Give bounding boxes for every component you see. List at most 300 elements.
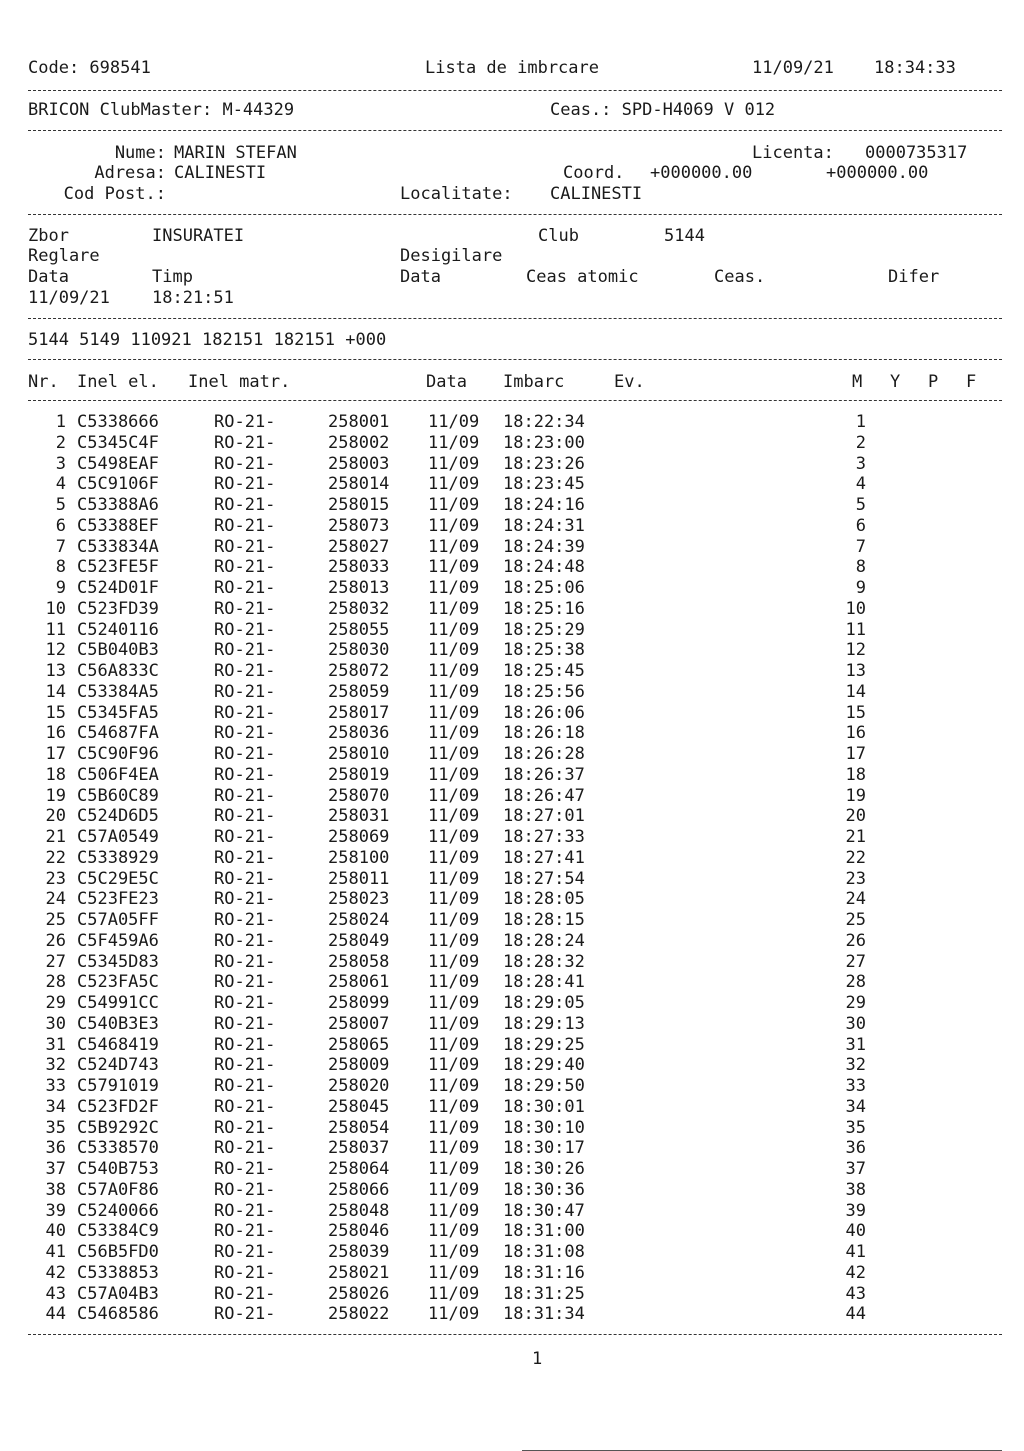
row-nr: 29 [45,993,66,1013]
print-date: 11/09/21 [752,58,834,78]
row-inel-el: C57A0F86 [77,1180,159,1200]
ceas-atomic-label: Ceas atomic [526,267,639,287]
row-time: 18:29:50 [503,1076,585,1096]
row-nr: 36 [45,1138,66,1158]
row-inel-el: C56A833C [77,661,159,681]
row-inel-el: C506F4EA [77,765,159,785]
row-inel-prefix: RO-21- [214,1097,276,1117]
row-inel-prefix: RO-21- [214,723,276,743]
row-inel-el: C5338666 [77,412,159,432]
row-nr: 35 [45,1118,66,1138]
row-time: 18:23:26 [503,454,585,474]
row-nr: 5 [55,495,66,515]
row-inel-number: 258065 [328,1035,390,1055]
row-m: 43 [845,1284,866,1304]
row-date: 11/09 [428,1263,480,1283]
row-inel-el: C5C9106F [77,474,159,494]
row-date: 11/09 [428,1284,480,1304]
row-time: 18:30:17 [503,1138,585,1158]
row-date: 11/09 [428,495,480,515]
row-inel-number: 258054 [328,1118,390,1138]
row-m: 10 [845,599,866,619]
row-inel-number: 258073 [328,516,390,536]
club-label: Club [538,226,579,246]
row-m: 18 [845,765,866,785]
row-time: 18:23:00 [503,433,585,453]
row-inel-el: C524D01F [77,578,159,598]
row-nr: 16 [45,723,66,743]
row-time: 18:24:16 [503,495,585,515]
col-ev: Ev. [614,372,645,392]
row-inel-prefix: RO-21- [214,889,276,909]
row-nr: 38 [45,1180,66,1200]
row-m: 35 [845,1118,866,1138]
row-inel-el: C54687FA [77,723,159,743]
row-inel-number: 258009 [328,1055,390,1075]
col-data: Data [426,372,467,392]
row-inel-el: C5498EAF [77,454,159,474]
row-date: 11/09 [428,557,480,577]
difer-label: Difer [888,267,940,287]
row-inel-prefix: RO-21- [214,1014,276,1034]
row-m: 27 [845,952,866,972]
data2-label: Data [400,267,441,287]
col-inel-el: Inel el. [77,372,159,392]
row-inel-el: C523FE23 [77,889,159,909]
desigilare-label: Desigilare [400,246,503,266]
row-inel-prefix: RO-21- [214,972,276,992]
row-date: 11/09 [428,516,480,536]
row-nr: 25 [45,910,66,930]
row-inel-number: 258055 [328,620,390,640]
row-inel-number: 258058 [328,952,390,972]
row-inel-number: 258024 [328,910,390,930]
row-date: 11/09 [428,1076,480,1096]
name-label: Nume: [114,143,166,163]
row-inel-el: C5B60C89 [77,786,159,806]
page-number: 1 [532,1349,543,1369]
row-inel-prefix: RO-21- [214,1138,276,1158]
row-m: 6 [855,516,866,536]
row-time: 18:26:47 [503,786,585,806]
license-number: 0000735317 [865,143,968,163]
row-inel-el: C53388A6 [77,495,159,515]
row-inel-prefix: RO-21- [214,495,276,515]
row-inel-prefix: RO-21- [214,1242,276,1262]
zbor-value: INSURATEI [152,226,245,246]
row-nr: 7 [55,537,66,557]
row-date: 11/09 [428,1097,480,1117]
row-inel-number: 258015 [328,495,390,515]
row-time: 18:29:25 [503,1035,585,1055]
row-time: 18:29:05 [503,993,585,1013]
row-inel-el: C540B3E3 [77,1014,159,1034]
row-inel-el: C540B753 [77,1159,159,1179]
row-inel-number: 258002 [328,433,390,453]
row-inel-number: 258046 [328,1221,390,1241]
row-nr: 20 [45,806,66,826]
row-inel-prefix: RO-21- [214,931,276,951]
row-inel-el: C524D743 [77,1055,159,1075]
row-date: 11/09 [428,412,480,432]
row-inel-number: 258007 [328,1014,390,1034]
row-m: 26 [845,931,866,951]
row-time: 18:30:26 [503,1159,585,1179]
row-inel-prefix: RO-21- [214,993,276,1013]
row-inel-el: C533834A [77,537,159,557]
row-inel-prefix: RO-21- [214,433,276,453]
row-date: 11/09 [428,599,480,619]
row-date: 11/09 [428,1035,480,1055]
row-m: 12 [845,640,866,660]
row-inel-el: C53384A5 [77,682,159,702]
address-label: Adresa: [94,163,166,183]
row-inel-number: 258100 [328,848,390,868]
row-inel-el: C523FD2F [77,1097,159,1117]
zbor-label: Zbor [28,226,69,246]
ceas-label: Ceas. [714,267,766,287]
row-inel-el: C5338853 [77,1263,159,1283]
coord-y: +000000.00 [826,163,929,183]
row-inel-number: 258064 [328,1159,390,1179]
row-m: 42 [845,1263,866,1283]
row-time: 18:30:47 [503,1201,585,1221]
row-nr: 24 [45,889,66,909]
row-inel-number: 258030 [328,640,390,660]
row-date: 11/09 [428,620,480,640]
row-inel-number: 258059 [328,682,390,702]
row-m: 31 [845,1035,866,1055]
row-time: 18:31:16 [503,1263,585,1283]
divider [28,1334,1002,1335]
row-time: 18:25:45 [503,661,585,681]
row-nr: 34 [45,1097,66,1117]
row-time: 18:25:06 [503,578,585,598]
row-nr: 27 [45,952,66,972]
row-inel-prefix: RO-21- [214,1055,276,1075]
row-m: 25 [845,910,866,930]
row-inel-prefix: RO-21- [214,516,276,536]
coord-x: +000000.00 [650,163,753,183]
col-p: P [928,372,939,392]
row-date: 11/09 [428,433,480,453]
row-date: 11/09 [428,1201,480,1221]
row-inel-number: 258001 [328,412,390,432]
row-nr: 37 [45,1159,66,1179]
row-inel-el: C5791019 [77,1076,159,1096]
row-inel-el: C5C90F96 [77,744,159,764]
row-date: 11/09 [428,640,480,660]
row-time: 18:25:38 [503,640,585,660]
row-inel-prefix: RO-21- [214,786,276,806]
row-m: 17 [845,744,866,764]
row-date: 11/09 [428,889,480,909]
row-inel-prefix: RO-21- [214,682,276,702]
row-nr: 41 [45,1242,66,1262]
row-inel-el: C5345C4F [77,433,159,453]
row-nr: 23 [45,869,66,889]
row-nr: 15 [45,703,66,723]
row-date: 11/09 [428,1180,480,1200]
data-label: Data [28,267,69,287]
row-date: 11/09 [428,806,480,826]
row-inel-number: 258037 [328,1138,390,1158]
row-time: 18:31:08 [503,1242,585,1262]
row-m: 2 [855,433,866,453]
row-time: 18:25:56 [503,682,585,702]
row-nr: 13 [45,661,66,681]
row-date: 11/09 [428,537,480,557]
row-inel-number: 258023 [328,889,390,909]
row-inel-prefix: RO-21- [214,620,276,640]
row-time: 18:26:06 [503,703,585,723]
row-inel-number: 258061 [328,972,390,992]
row-inel-prefix: RO-21- [214,744,276,764]
row-inel-prefix: RO-21- [214,952,276,972]
row-time: 18:28:32 [503,952,585,972]
row-inel-el: C5338570 [77,1138,159,1158]
row-nr: 30 [45,1014,66,1034]
row-inel-prefix: RO-21- [214,557,276,577]
row-nr: 4 [55,474,66,494]
row-m: 14 [845,682,866,702]
row-date: 11/09 [428,993,480,1013]
row-date: 11/09 [428,1304,480,1324]
row-m: 19 [845,786,866,806]
row-time: 18:28:05 [503,889,585,909]
row-time: 18:24:39 [503,537,585,557]
row-time: 18:27:54 [503,869,585,889]
row-inel-number: 258066 [328,1180,390,1200]
row-nr: 12 [45,640,66,660]
row-inel-el: C56B5FD0 [77,1242,159,1262]
set-time: 18:21:51 [152,288,234,308]
row-nr: 2 [55,433,66,453]
row-nr: 22 [45,848,66,868]
row-inel-prefix: RO-21- [214,1118,276,1138]
row-inel-number: 258049 [328,931,390,951]
row-inel-el: C5345FA5 [77,703,159,723]
row-m: 41 [845,1242,866,1262]
row-inel-number: 258010 [328,744,390,764]
row-time: 18:28:15 [503,910,585,930]
row-time: 18:30:10 [503,1118,585,1138]
row-nr: 44 [45,1304,66,1324]
row-date: 11/09 [428,1014,480,1034]
owner-locality: CALINESTI [550,184,643,204]
col-y: Y [890,372,901,392]
row-inel-el: C5338929 [77,848,159,868]
row-m: 7 [855,537,866,557]
row-inel-prefix: RO-21- [214,1284,276,1304]
row-inel-number: 258011 [328,869,390,889]
row-m: 44 [845,1304,866,1324]
row-time: 18:28:41 [503,972,585,992]
row-m: 23 [845,869,866,889]
col-imbarc: Imbarc [503,372,565,392]
row-time: 18:29:40 [503,1055,585,1075]
row-inel-el: C5345D83 [77,952,159,972]
row-inel-prefix: RO-21- [214,765,276,785]
row-date: 11/09 [428,661,480,681]
row-m: 34 [845,1097,866,1117]
col-m: M [852,372,863,392]
row-nr: 8 [55,557,66,577]
row-inel-el: C57A0549 [77,827,159,847]
clock-id: Ceas.: SPD-H4069 V 012 [550,100,776,120]
row-inel-el: C523FA5C [77,972,159,992]
row-time: 18:26:28 [503,744,585,764]
code-label: Code: 698541 [28,58,151,78]
row-m: 21 [845,827,866,847]
row-date: 11/09 [428,848,480,868]
postcode-label: Cod Post.: [63,184,166,204]
row-m: 11 [845,620,866,640]
row-m: 33 [845,1076,866,1096]
row-date: 11/09 [428,454,480,474]
row-date: 11/09 [428,1221,480,1241]
row-date: 11/09 [428,786,480,806]
row-time: 18:30:36 [503,1180,585,1200]
row-date: 11/09 [428,723,480,743]
document-title: Lista de imbrcare [425,58,599,78]
row-nr: 21 [45,827,66,847]
row-nr: 17 [45,744,66,764]
row-inel-prefix: RO-21- [214,640,276,660]
row-inel-el: C5C29E5C [77,869,159,889]
row-inel-el: C5B040B3 [77,640,159,660]
row-inel-number: 258099 [328,993,390,1013]
row-inel-number: 258031 [328,806,390,826]
row-inel-prefix: RO-21- [214,1180,276,1200]
row-m: 8 [855,557,866,577]
row-nr: 11 [45,620,66,640]
row-m: 24 [845,889,866,909]
row-inel-prefix: RO-21- [214,1304,276,1324]
row-nr: 1 [55,412,66,432]
row-nr: 39 [45,1201,66,1221]
row-inel-prefix: RO-21- [214,1221,276,1241]
row-date: 11/09 [428,910,480,930]
row-inel-number: 258048 [328,1201,390,1221]
row-inel-prefix: RO-21- [214,869,276,889]
row-nr: 33 [45,1076,66,1096]
col-f: F [966,372,977,392]
row-date: 11/09 [428,703,480,723]
row-inel-el: C5468419 [77,1035,159,1055]
row-nr: 6 [55,516,66,536]
row-date: 11/09 [428,931,480,951]
row-inel-prefix: RO-21- [214,1076,276,1096]
row-inel-el: C53388EF [77,516,159,536]
row-nr: 28 [45,972,66,992]
row-m: 38 [845,1180,866,1200]
row-time: 18:30:01 [503,1097,585,1117]
row-inel-number: 258039 [328,1242,390,1262]
coord-label: Coord. [563,163,625,183]
row-time: 18:24:48 [503,557,585,577]
row-date: 11/09 [428,682,480,702]
row-nr: 14 [45,682,66,702]
row-time: 18:31:00 [503,1221,585,1241]
row-inel-el: C54991CC [77,993,159,1013]
row-m: 13 [845,661,866,681]
row-inel-el: C57A04B3 [77,1284,159,1304]
row-date: 11/09 [428,1118,480,1138]
row-m: 37 [845,1159,866,1179]
row-m: 22 [845,848,866,868]
row-m: 28 [845,972,866,992]
row-time: 18:27:33 [503,827,585,847]
row-inel-prefix: RO-21- [214,578,276,598]
row-date: 11/09 [428,765,480,785]
row-nr: 31 [45,1035,66,1055]
owner-address: CALINESTI [174,163,267,183]
row-date: 11/09 [428,1159,480,1179]
row-date: 11/09 [428,972,480,992]
row-inel-number: 258070 [328,786,390,806]
row-time: 18:27:01 [503,806,585,826]
row-inel-prefix: RO-21- [214,1201,276,1221]
row-m: 32 [845,1055,866,1075]
row-inel-number: 258019 [328,765,390,785]
row-inel-prefix: RO-21- [214,806,276,826]
row-m: 15 [845,703,866,723]
row-m: 20 [845,806,866,826]
row-inel-number: 258013 [328,578,390,598]
row-m: 3 [855,454,866,474]
row-inel-prefix: RO-21- [214,848,276,868]
row-inel-number: 258036 [328,723,390,743]
row-inel-number: 258020 [328,1076,390,1096]
row-m: 5 [855,495,866,515]
row-inel-number: 258003 [328,454,390,474]
row-time: 18:26:37 [503,765,585,785]
row-inel-number: 258045 [328,1097,390,1117]
locality-label: Localitate: [400,184,513,204]
row-inel-number: 258032 [328,599,390,619]
row-date: 11/09 [428,474,480,494]
row-nr: 26 [45,931,66,951]
row-time: 18:23:45 [503,474,585,494]
row-date: 11/09 [428,1242,480,1262]
row-inel-number: 258014 [328,474,390,494]
row-inel-prefix: RO-21- [214,910,276,930]
row-nr: 3 [55,454,66,474]
col-nr: Nr. [28,372,59,392]
row-inel-el: C53384C9 [77,1221,159,1241]
row-inel-el: C524D6D5 [77,806,159,826]
owner-name: MARIN STEFAN [174,143,297,163]
row-nr: 32 [45,1055,66,1075]
row-time: 18:31:34 [503,1304,585,1324]
club-value: 5144 [664,226,705,246]
reglare-label: Reglare [28,246,100,266]
row-inel-prefix: RO-21- [214,1263,276,1283]
row-time: 18:26:18 [503,723,585,743]
row-nr: 10 [45,599,66,619]
row-inel-el: C5F459A6 [77,931,159,951]
row-m: 30 [845,1014,866,1034]
row-inel-prefix: RO-21- [214,537,276,557]
row-inel-prefix: RO-21- [214,661,276,681]
row-inel-el: C5B9292C [77,1118,159,1138]
row-time: 18:31:25 [503,1284,585,1304]
row-time: 18:27:41 [503,848,585,868]
row-inel-number: 258069 [328,827,390,847]
row-nr: 42 [45,1263,66,1283]
row-date: 11/09 [428,827,480,847]
